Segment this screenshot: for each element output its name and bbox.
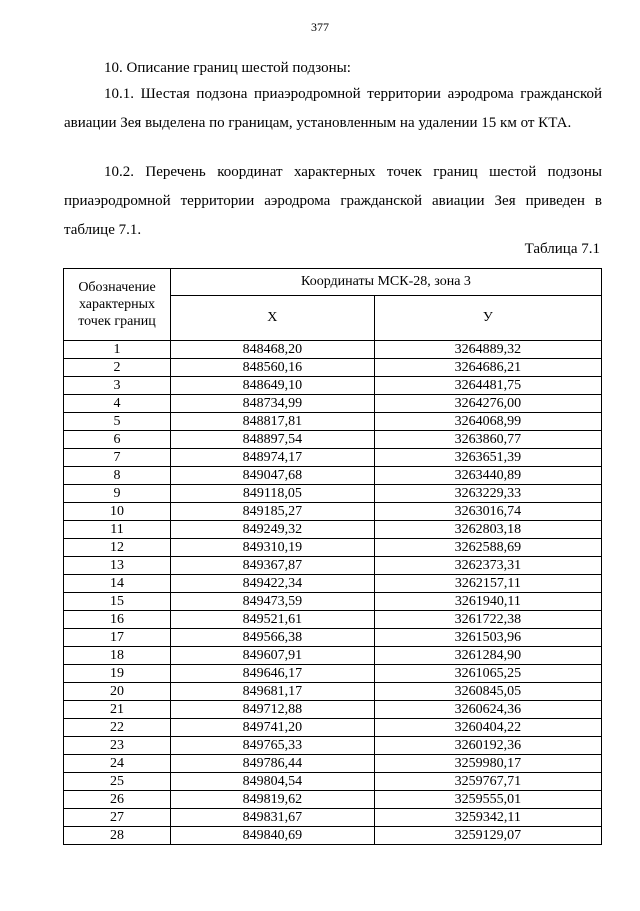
table-row (64, 773, 602, 791)
cell-x: 849831,67 (171, 809, 375, 827)
table-row (64, 683, 602, 701)
cell-x: 849367,87 (171, 557, 375, 575)
cell-x: 849646,17 (171, 665, 375, 683)
cell-point-number: 4 (64, 395, 171, 413)
page-number: 377 (311, 20, 329, 34)
cell-x: 849786,44 (171, 755, 375, 773)
table-row (64, 701, 602, 719)
table-caption: Таблица 7.1 (524, 241, 600, 257)
cell-x: 849741,20 (171, 719, 375, 737)
table-row (64, 521, 602, 539)
cell-x: 848649,10 (171, 377, 375, 395)
table-row (64, 341, 602, 359)
cell-point-number: 15 (64, 593, 171, 611)
cell-y: 3259342,11 (374, 809, 601, 827)
cell-y: 3259767,71 (374, 773, 601, 791)
cell-y: 3262373,31 (374, 557, 601, 575)
cell-y: 3262588,69 (374, 539, 601, 557)
paragraph-subzone-description: 10.1. Шестая подзона приаэродромной территории аэродрома гражданской авиации Зея выделена по границам, установленным на удалении 15 км от КТА. (64, 86, 602, 131)
cell-x: 849765,33 (171, 737, 375, 755)
cell-y: 3263229,33 (374, 485, 601, 503)
cell-y: 3263440,89 (374, 467, 601, 485)
cell-point-number: 1 (64, 341, 171, 359)
cell-point-number: 3 (64, 377, 171, 395)
cell-point-number: 14 (64, 575, 171, 593)
cell-x: 849681,17 (171, 683, 375, 701)
cell-x: 849310,19 (171, 539, 375, 557)
cell-x: 849712,88 (171, 701, 375, 719)
cell-point-number: 16 (64, 611, 171, 629)
cell-point-number: 17 (64, 629, 171, 647)
cell-x: 849473,59 (171, 593, 375, 611)
table-row (64, 431, 602, 449)
cell-point-number: 22 (64, 719, 171, 737)
cell-point-number: 21 (64, 701, 171, 719)
table-row (64, 809, 602, 827)
table-row (64, 413, 602, 431)
cell-x: 849819,62 (171, 791, 375, 809)
cell-y: 3261065,25 (374, 665, 601, 683)
header-x: X (171, 296, 375, 341)
cell-point-number: 7 (64, 449, 171, 467)
cell-x: 848734,99 (171, 395, 375, 413)
cell-y: 3264481,75 (374, 377, 601, 395)
cell-y: 3260192,36 (374, 737, 601, 755)
cell-y: 3263016,74 (374, 503, 601, 521)
table-row (64, 557, 602, 575)
cell-y: 3259555,01 (374, 791, 601, 809)
table-row (64, 737, 602, 755)
cell-y: 3262803,18 (374, 521, 601, 539)
table-row (64, 719, 602, 737)
cell-y: 3262157,11 (374, 575, 601, 593)
table-body (64, 341, 602, 845)
cell-y: 3261503,96 (374, 629, 601, 647)
cell-x: 849185,27 (171, 503, 375, 521)
cell-x: 849422,34 (171, 575, 375, 593)
cell-point-number: 18 (64, 647, 171, 665)
coordinates-table (63, 268, 602, 845)
cell-x: 849521,61 (171, 611, 375, 629)
cell-y: 3259980,17 (374, 755, 601, 773)
cell-x: 849840,69 (171, 827, 375, 845)
header-point-designation: Обозначение характерных точек границ (64, 269, 171, 341)
cell-x: 848974,17 (171, 449, 375, 467)
section-title: 10. Описание границ шестой подзоны: (104, 60, 351, 76)
cell-x: 849607,91 (171, 647, 375, 665)
cell-x: 848468,20 (171, 341, 375, 359)
cell-point-number: 11 (64, 521, 171, 539)
table-row (64, 485, 602, 503)
cell-point-number: 5 (64, 413, 171, 431)
cell-y: 3260845,05 (374, 683, 601, 701)
header-y: У (374, 296, 601, 341)
cell-y: 3260624,36 (374, 701, 601, 719)
cell-x: 849118,05 (171, 485, 375, 503)
cell-point-number: 28 (64, 827, 171, 845)
table-row (64, 503, 602, 521)
cell-point-number: 20 (64, 683, 171, 701)
cell-x: 848817,81 (171, 413, 375, 431)
table-row (64, 539, 602, 557)
cell-point-number: 24 (64, 755, 171, 773)
cell-point-number: 2 (64, 359, 171, 377)
cell-y: 3261284,90 (374, 647, 601, 665)
cell-x: 849047,68 (171, 467, 375, 485)
table-row (64, 791, 602, 809)
table-row (64, 449, 602, 467)
cell-point-number: 19 (64, 665, 171, 683)
table-row (64, 395, 602, 413)
cell-point-number: 6 (64, 431, 171, 449)
cell-x: 848897,54 (171, 431, 375, 449)
header-coordinate-system: Координаты МСК-28, зона 3 (171, 269, 602, 296)
paragraph-coordinates-reference: 10.2. Перечень координат характерных точек границ шестой подзоны приаэродромной территории аэродрома гражданской авиации Зея приведен в таблице 7.1. (64, 164, 602, 238)
table-row (64, 467, 602, 485)
table-row (64, 755, 602, 773)
cell-y: 3261940,11 (374, 593, 601, 611)
cell-point-number: 13 (64, 557, 171, 575)
cell-point-number: 12 (64, 539, 171, 557)
table-row (64, 629, 602, 647)
cell-point-number: 26 (64, 791, 171, 809)
cell-y: 3263651,39 (374, 449, 601, 467)
cell-x: 849566,38 (171, 629, 375, 647)
table-row (64, 665, 602, 683)
cell-point-number: 10 (64, 503, 171, 521)
cell-y: 3260404,22 (374, 719, 601, 737)
cell-x: 849804,54 (171, 773, 375, 791)
cell-x: 849249,32 (171, 521, 375, 539)
cell-y: 3263860,77 (374, 431, 601, 449)
table-row (64, 827, 602, 845)
table-row (64, 575, 602, 593)
cell-point-number: 25 (64, 773, 171, 791)
table-row (64, 359, 602, 377)
cell-point-number: 8 (64, 467, 171, 485)
cell-x: 848560,16 (171, 359, 375, 377)
table-row (64, 611, 602, 629)
cell-point-number: 9 (64, 485, 171, 503)
cell-point-number: 23 (64, 737, 171, 755)
cell-y: 3259129,07 (374, 827, 601, 845)
cell-point-number: 27 (64, 809, 171, 827)
cell-y: 3264686,21 (374, 359, 601, 377)
table-row (64, 647, 602, 665)
table-row (64, 377, 602, 395)
cell-y: 3264889,32 (374, 341, 601, 359)
cell-y: 3264068,99 (374, 413, 601, 431)
cell-y: 3264276,00 (374, 395, 601, 413)
cell-y: 3261722,38 (374, 611, 601, 629)
table-row (64, 593, 602, 611)
